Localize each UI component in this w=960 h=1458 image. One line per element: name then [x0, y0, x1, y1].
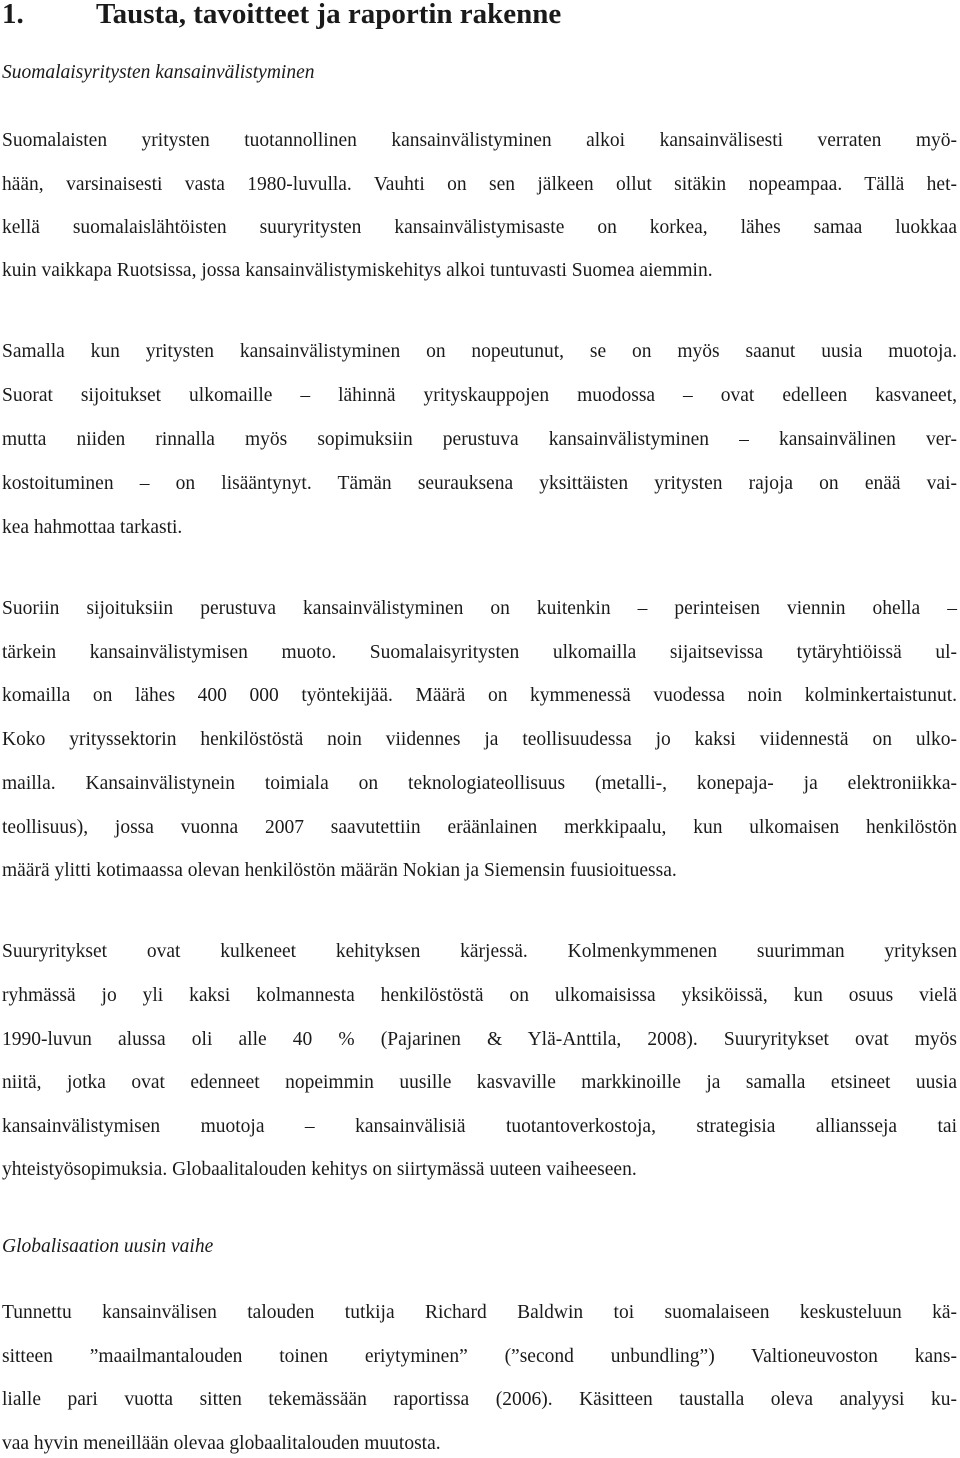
- paragraph-line: Suuryritykset ovat kulkeneet kehityksen kärjessä. Kolmenkymmenen suurimman yrityksen: [2, 941, 957, 962]
- paragraph-line: määrä ylitti kotimaassa olevan henkilöstön määrän Nokian ja Siemensin fuusioituessa.: [2, 860, 677, 881]
- chapter-number: 1.: [2, 0, 24, 30]
- paragraph-line: vaa hyvin meneillään olevaa globaalitalouden muutosta.: [2, 1433, 441, 1454]
- paragraph-line: kansainvälistymisen muotoja – kansainvälisiä tuotantoverkostoja, strategisia alliansseja tai: [2, 1116, 957, 1137]
- paragraph-line: Tunnettu kansainvälisen talouden tutkija Richard Baldwin toi suomalaiseen keskusteluun kä-: [2, 1302, 957, 1323]
- chapter-heading: [2, 0, 561, 32]
- paragraph-line: Suomalaisten yritysten tuotannollinen kansainvälistyminen alkoi kansainvälisesti verraten myö-: [2, 130, 957, 151]
- paragraph-line: komailla on lähes 400 000 työntekijää. Määrä on kymmenessä vuodessa noin kolminkertaistunut.: [2, 685, 957, 706]
- paragraph-line: ryhmässä jo yli kaksi kolmannesta henkilöstöstä on ulkomaisissa yksiköissä, kun osuus vielä: [2, 985, 957, 1006]
- paragraph-line: mutta niiden rinnalla myös sopimuksiin perustuva kansainvälistyminen – kansainvälinen ver-: [2, 429, 957, 450]
- paragraph-line: kea hahmottaa tarkasti.: [2, 517, 183, 538]
- paragraph-line: Koko yrityssektorin henkilöstöstä noin viidennes ja teollisuudessa jo kaksi viidennestä on ulko-: [2, 729, 957, 750]
- section-subheading: Globalisaation uusin vaihe: [2, 1236, 214, 1257]
- paragraph-line: 1990-luvun alussa oli alle 40 % (Pajarinen & Ylä-Anttila, 2008). Suuryritykset ovat myös: [2, 1029, 957, 1050]
- paragraph-line: mailla. Kansainvälistynein toimiala on teknologiateollisuus (metalli-, konepaja- ja elektroniikka-: [2, 773, 957, 794]
- paragraph-line: kuin vaikkapa Ruotsissa, jossa kansainvälistymiskehitys alkoi tuntuvasti Suomea aiemmin.: [2, 260, 713, 281]
- paragraph-line: yhteistyösopimuksia. Globaalitalouden kehitys on siirtymässä uuteen vaiheeseen.: [2, 1159, 637, 1180]
- paragraph-line: tärkein kansainvälistymisen muoto. Suomalaisyritysten ulkomailla sijaitsevissa tytäryhtiöissä ul-: [2, 642, 957, 663]
- paragraph-line: kellä suomalaislähtöisten suuryritysten kansainvälistymisaste on korkea, lähes samaa luokkaa: [2, 217, 957, 238]
- paragraph-line: teollisuus), jossa vuonna 2007 saavutettiin eräänlainen merkkipaalu, kun ulkomaisen henkilöstön: [2, 817, 957, 838]
- paragraph-line: niitä, jotka ovat edenneet nopeimmin uusille kasvaville markkinoille ja samalla etsineet uusia: [2, 1072, 957, 1093]
- paragraph-line: sitteen ”maailmantalouden toinen eriytyminen” (”second unbundling”) Valtioneuvoston kans-: [2, 1346, 957, 1367]
- section-subheading: Suomalaisyritysten kansainvälistyminen: [2, 62, 315, 83]
- paragraph-line: kostoituminen – on lisääntynyt. Tämän seurauksena yksittäisten yritysten rajoja on enää vai-: [2, 473, 957, 494]
- paragraph-line: Suorat sijoitukset ulkomaille – lähinnä yrityskauppojen muodossa – ovat edelleen kasvaneet,: [2, 385, 957, 406]
- chapter-title: Tausta, tavoitteet ja raportin rakenne: [96, 0, 562, 30]
- paragraph-line: Suoriin sijoituksiin perustuva kansainvälistyminen on kuitenkin – perinteisen viennin ohella –: [2, 598, 957, 619]
- paragraph-line: hään, varsinaisesti vasta 1980-luvulla. Vauhti on sen jälkeen ollut sitäkin nopeampaa. Tällä het-: [2, 174, 957, 195]
- paragraph-line: lialle pari vuotta sitten tekemässään raportissa (2006). Käsitteen taustalla oleva analyysi ku-: [2, 1389, 957, 1410]
- paragraph-line: Samalla kun yritysten kansainvälistyminen on nopeutunut, se on myös saanut uusia muotoja.: [2, 341, 957, 362]
